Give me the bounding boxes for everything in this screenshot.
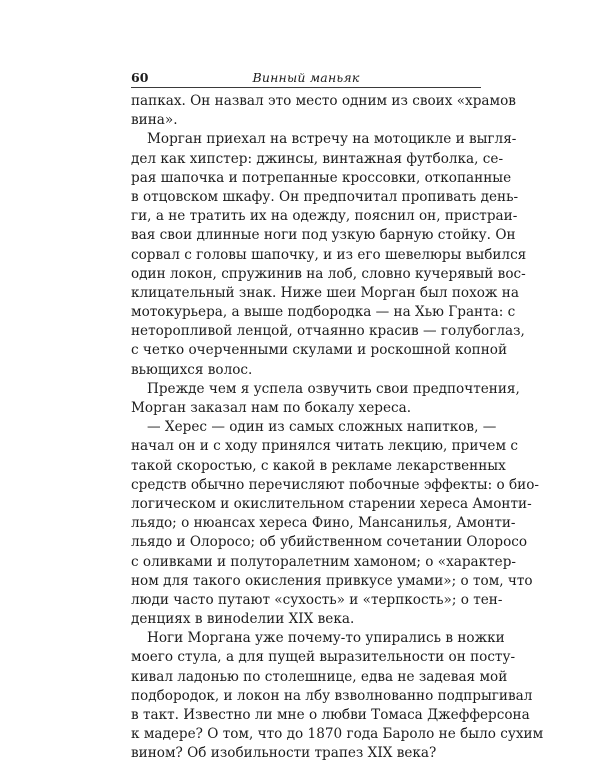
text-line: к мадере? О том, что до 1870 года Бароло не было сухим: [131, 726, 544, 743]
text-line: логическом и окислительном старении хереса Амонти-: [131, 495, 532, 512]
text-line: дел как хипстер: джинсы, винтажная футболка, се-: [131, 150, 504, 167]
text-line: Морган заказал нам по бокалу хереса.: [131, 400, 412, 416]
text-line: денциях в винodeлии XIX века.: [131, 611, 355, 628]
text-line: один локон, спружинив на лоб, словно кучерявый вос-: [131, 265, 526, 282]
text-line: вая свои длинные ноги под узкую барную стойку. Он: [131, 227, 516, 244]
text-line: ном для такого окисления привкусе умами»; о том, что: [131, 572, 533, 589]
text-line: с четко очерченными скулами и роскошной копной: [131, 342, 508, 359]
text-line: — Херес — один из самых сложных напитков, —: [147, 419, 497, 436]
text-line: вином? Об изобильности трапез XIX века?: [131, 745, 437, 762]
text-line: льядо; о нюансах хереса Фино, Мансанилья, Амонти-: [131, 515, 516, 532]
page-number: 60: [131, 70, 149, 85]
text-line: в отцовском шкафу. Он предпочитал пропивать день-: [131, 188, 519, 205]
text-line: люди часто путают «сухость» и «терпкость»; о тен-: [131, 591, 503, 608]
text-line: ги, а не тратить их на одежду, пояснил он, пристраи-: [131, 208, 518, 225]
text-line: с оливками и полуторалетним хамоном; о «характер-: [131, 553, 517, 570]
text-line: в такт. Известно ли мне о любви Томаса Джефферсона: [131, 707, 530, 723]
page-body: [131, 92, 544, 764]
running-head: [131, 70, 481, 88]
text-line: средств обычно перечисляют побочные эффекты: о био-: [131, 476, 540, 493]
text-line: папках. Он назвал это место одним из своих «храмов: [131, 93, 516, 109]
text-line: Прежде чем я успела озвучить свои предпочтения,: [147, 380, 520, 397]
running-title: Винный маньяк: [252, 70, 360, 85]
text-line: рая шапочка и потрепанные кроссовки, откопанные: [131, 169, 512, 186]
text-line: льядо и Олоросо; об убийственном сочетании Олоросо: [131, 534, 528, 551]
text-line: моего стула, а для пущей выразительности он посту-: [131, 649, 516, 666]
text-line: начал он и с ходу принялся читать лекцию, причем с: [131, 438, 518, 455]
text-line: клицательный знак. Ниже шеи Морган был похож на: [131, 284, 519, 301]
text-line: вьющихся волос.: [131, 361, 253, 378]
text-line: кивал ладонью по столешнице, едва не задевая мой: [131, 668, 508, 685]
text-line: мотокурьера, а выше подбородка — на Хью Гранта: с: [131, 304, 516, 321]
text-line: сорвал с головы шапочку, и из его шевелюры выбился: [131, 246, 527, 263]
text-line: такой скоростью, с какой в рекламе лекарственных: [131, 457, 506, 474]
text-line: вина».: [131, 112, 178, 129]
text-line: Ноги Моргана уже почему-то упирались в ножки: [147, 630, 505, 647]
header-rule: [131, 87, 481, 88]
text-line: Морган приехал на встречу на мотоцикле и выгля-: [147, 131, 517, 148]
text-line: подбородок, и локон на лбу взволнованно подпрыгивал: [131, 687, 533, 704]
text-line: неторопливой ленцой, отчаянно красив — голубоглаз,: [131, 323, 525, 340]
